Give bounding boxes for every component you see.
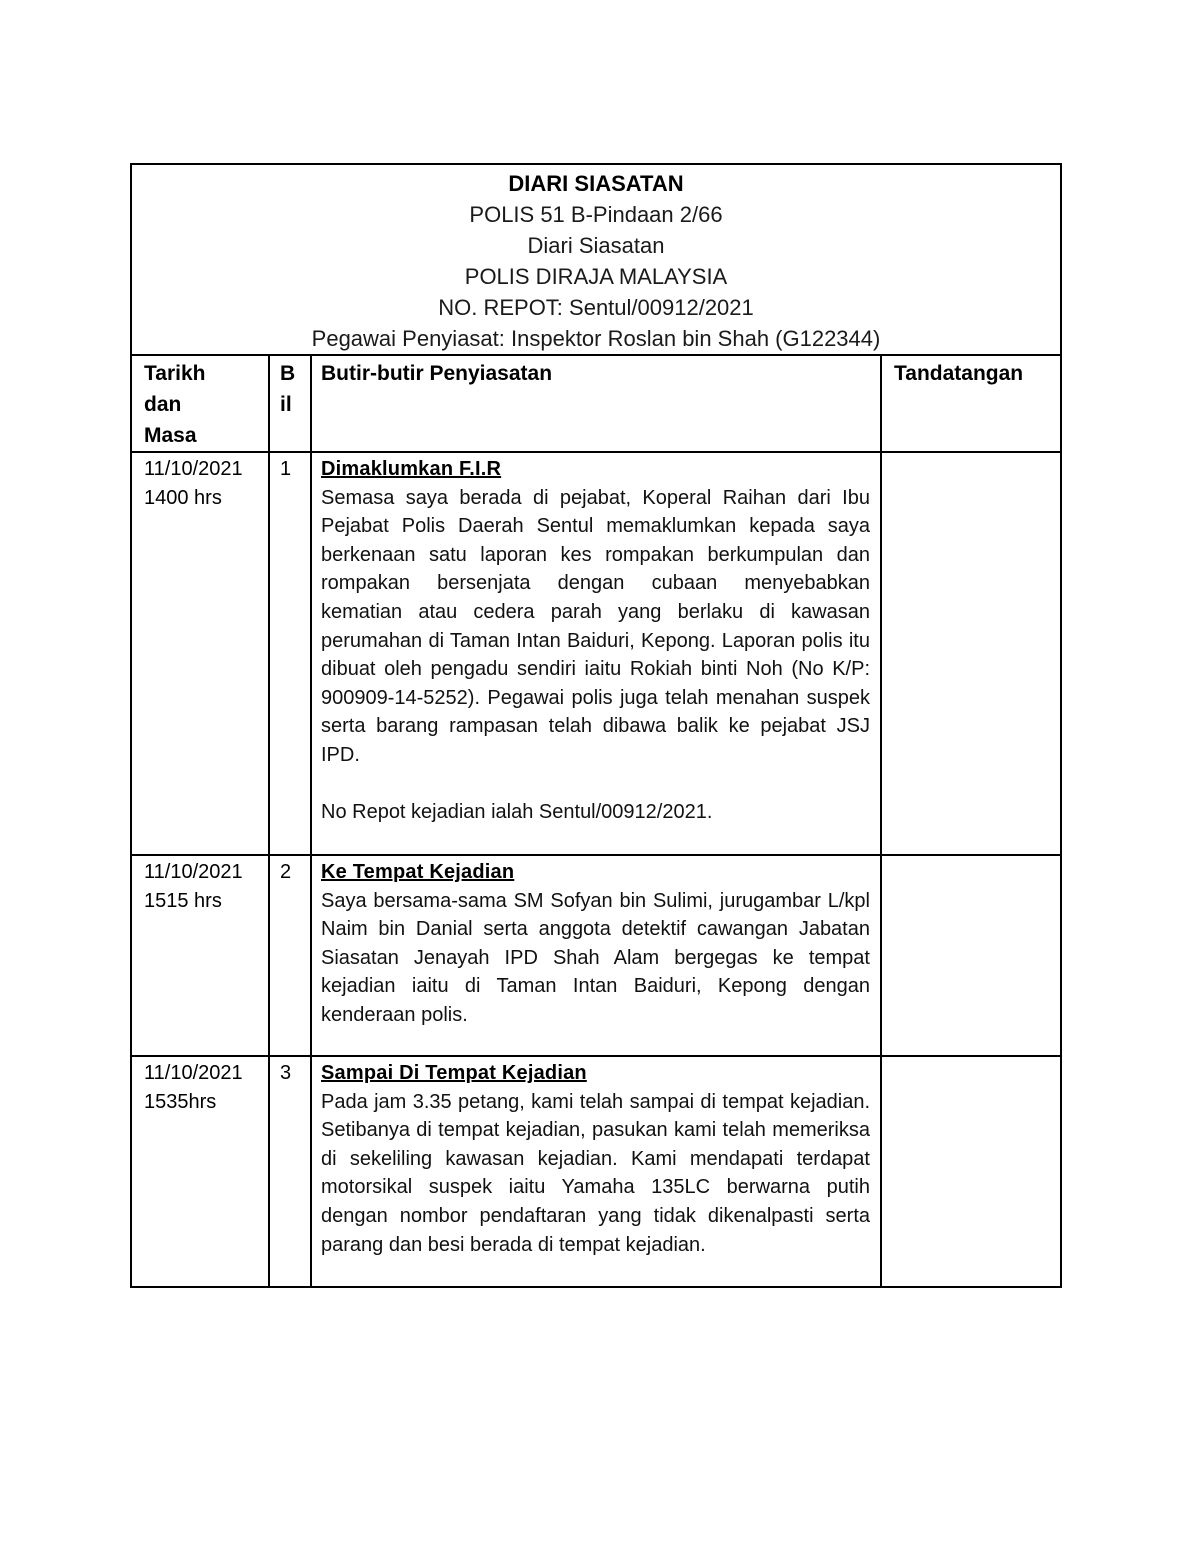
report-number: NO. REPOT: Sentul/00912/2021 — [438, 295, 754, 320]
column-header-row — [131, 355, 1061, 452]
entry-details — [311, 855, 881, 1056]
table-row — [131, 855, 1061, 1056]
entry-text: Saya bersama-sama SM Sofyan bin Sulimi, jurugambar L/kpl Naim bin Danial serta anggota detektif cawangan Jabatan Siasatan Jenayah IPD Shah Alam bergegas ke tempat kejadian iaitu di Taman Intan Baiduri, Kepong dengan kenderaan polis. — [321, 889, 870, 1026]
diary-header-row — [131, 164, 1061, 355]
column-header-details: Butir-butir Penyiasatan — [311, 355, 881, 452]
entry-text: Semasa saya berada di pejabat, Koperal Raihan dari Ibu Pejabat Polis Daerah Sentul memaklumkan kepada saya berkenaan satu laporan kes rompakan berkumpulan dan rompakan bersenjata dengan cubaan menyebabkan kematian atau cedera parah yang berlaku di kawasan perumahan di Taman Intan Baiduri, Kepong. Laporan polis itu dibuat oleh pengadu sendiri iaitu Rokiah binti Noh (No K/P: 900909-14-5252). Pegawai polis juga telah menahan suspek serta barang rampasan telah dibawa balik ke pejabat JSJ IPD. — [321, 486, 870, 766]
entry-number: 3 — [269, 1056, 311, 1287]
entry-date: 11/10/2021 — [144, 861, 243, 883]
entry-subject: Sampai Di Tempat Kejadian — [321, 1062, 587, 1084]
form-number: POLIS 51 B-Pindaan 2/66 — [469, 202, 723, 227]
entry-time: 1535hrs — [144, 1090, 217, 1113]
diary-header — [131, 164, 1061, 355]
entry-time: 1515 hrs — [144, 889, 222, 912]
agency-name: POLIS DIRAJA MALAYSIA — [464, 264, 728, 289]
entry-time: 1400 hrs — [144, 486, 222, 509]
column-header-bil: B il — [269, 355, 311, 452]
entry-date: 11/10/2021 — [144, 1062, 243, 1084]
entry-number: 1 — [269, 452, 311, 855]
column-header-date-time: Tarikh dan Masa — [131, 355, 269, 452]
entry-date: 11/10/2021 — [144, 458, 243, 480]
document-subtitle: Diari Siasatan — [527, 233, 665, 258]
table-row — [131, 1056, 1061, 1287]
investigation-diary-table — [130, 163, 1062, 1288]
column-header-signature: Tandatangan — [881, 355, 1061, 452]
document-title: DIARI SIASATAN — [508, 171, 684, 196]
table-row — [131, 452, 1061, 855]
entry-subject: Ke Tempat Kejadian — [321, 861, 515, 883]
entry-details — [311, 452, 881, 855]
entry-note: No Repot kejadian ialah Sentul/00912/2021. — [321, 800, 713, 823]
entry-signature — [881, 855, 1061, 1056]
investigating-officer: Pegawai Penyiasat: Inspektor Roslan bin Shah (G122344) — [311, 326, 881, 351]
entry-signature — [881, 1056, 1061, 1287]
entry-number: 2 — [269, 855, 311, 1056]
entry-date-time — [131, 1056, 269, 1287]
entry-details — [311, 1056, 881, 1287]
entry-subject: Dimaklumkan F.I.R — [321, 458, 502, 480]
entry-date-time — [131, 855, 269, 1056]
entry-signature — [881, 452, 1061, 855]
entry-text: Pada jam 3.35 petang, kami telah sampai di tempat kejadian. Setibanya di tempat kejadian, pasukan kami telah memeriksa di sekeliling kawasan kejadian. Kami mendapati terdapat motorsikal suspek iaitu Yamaha 135LC berwarna putih dengan nombor pendaftaran yang tidak dikenalpasti serta parang dan besi berada di tempat kejadian. — [321, 1090, 870, 1256]
entry-date-time — [131, 452, 269, 855]
